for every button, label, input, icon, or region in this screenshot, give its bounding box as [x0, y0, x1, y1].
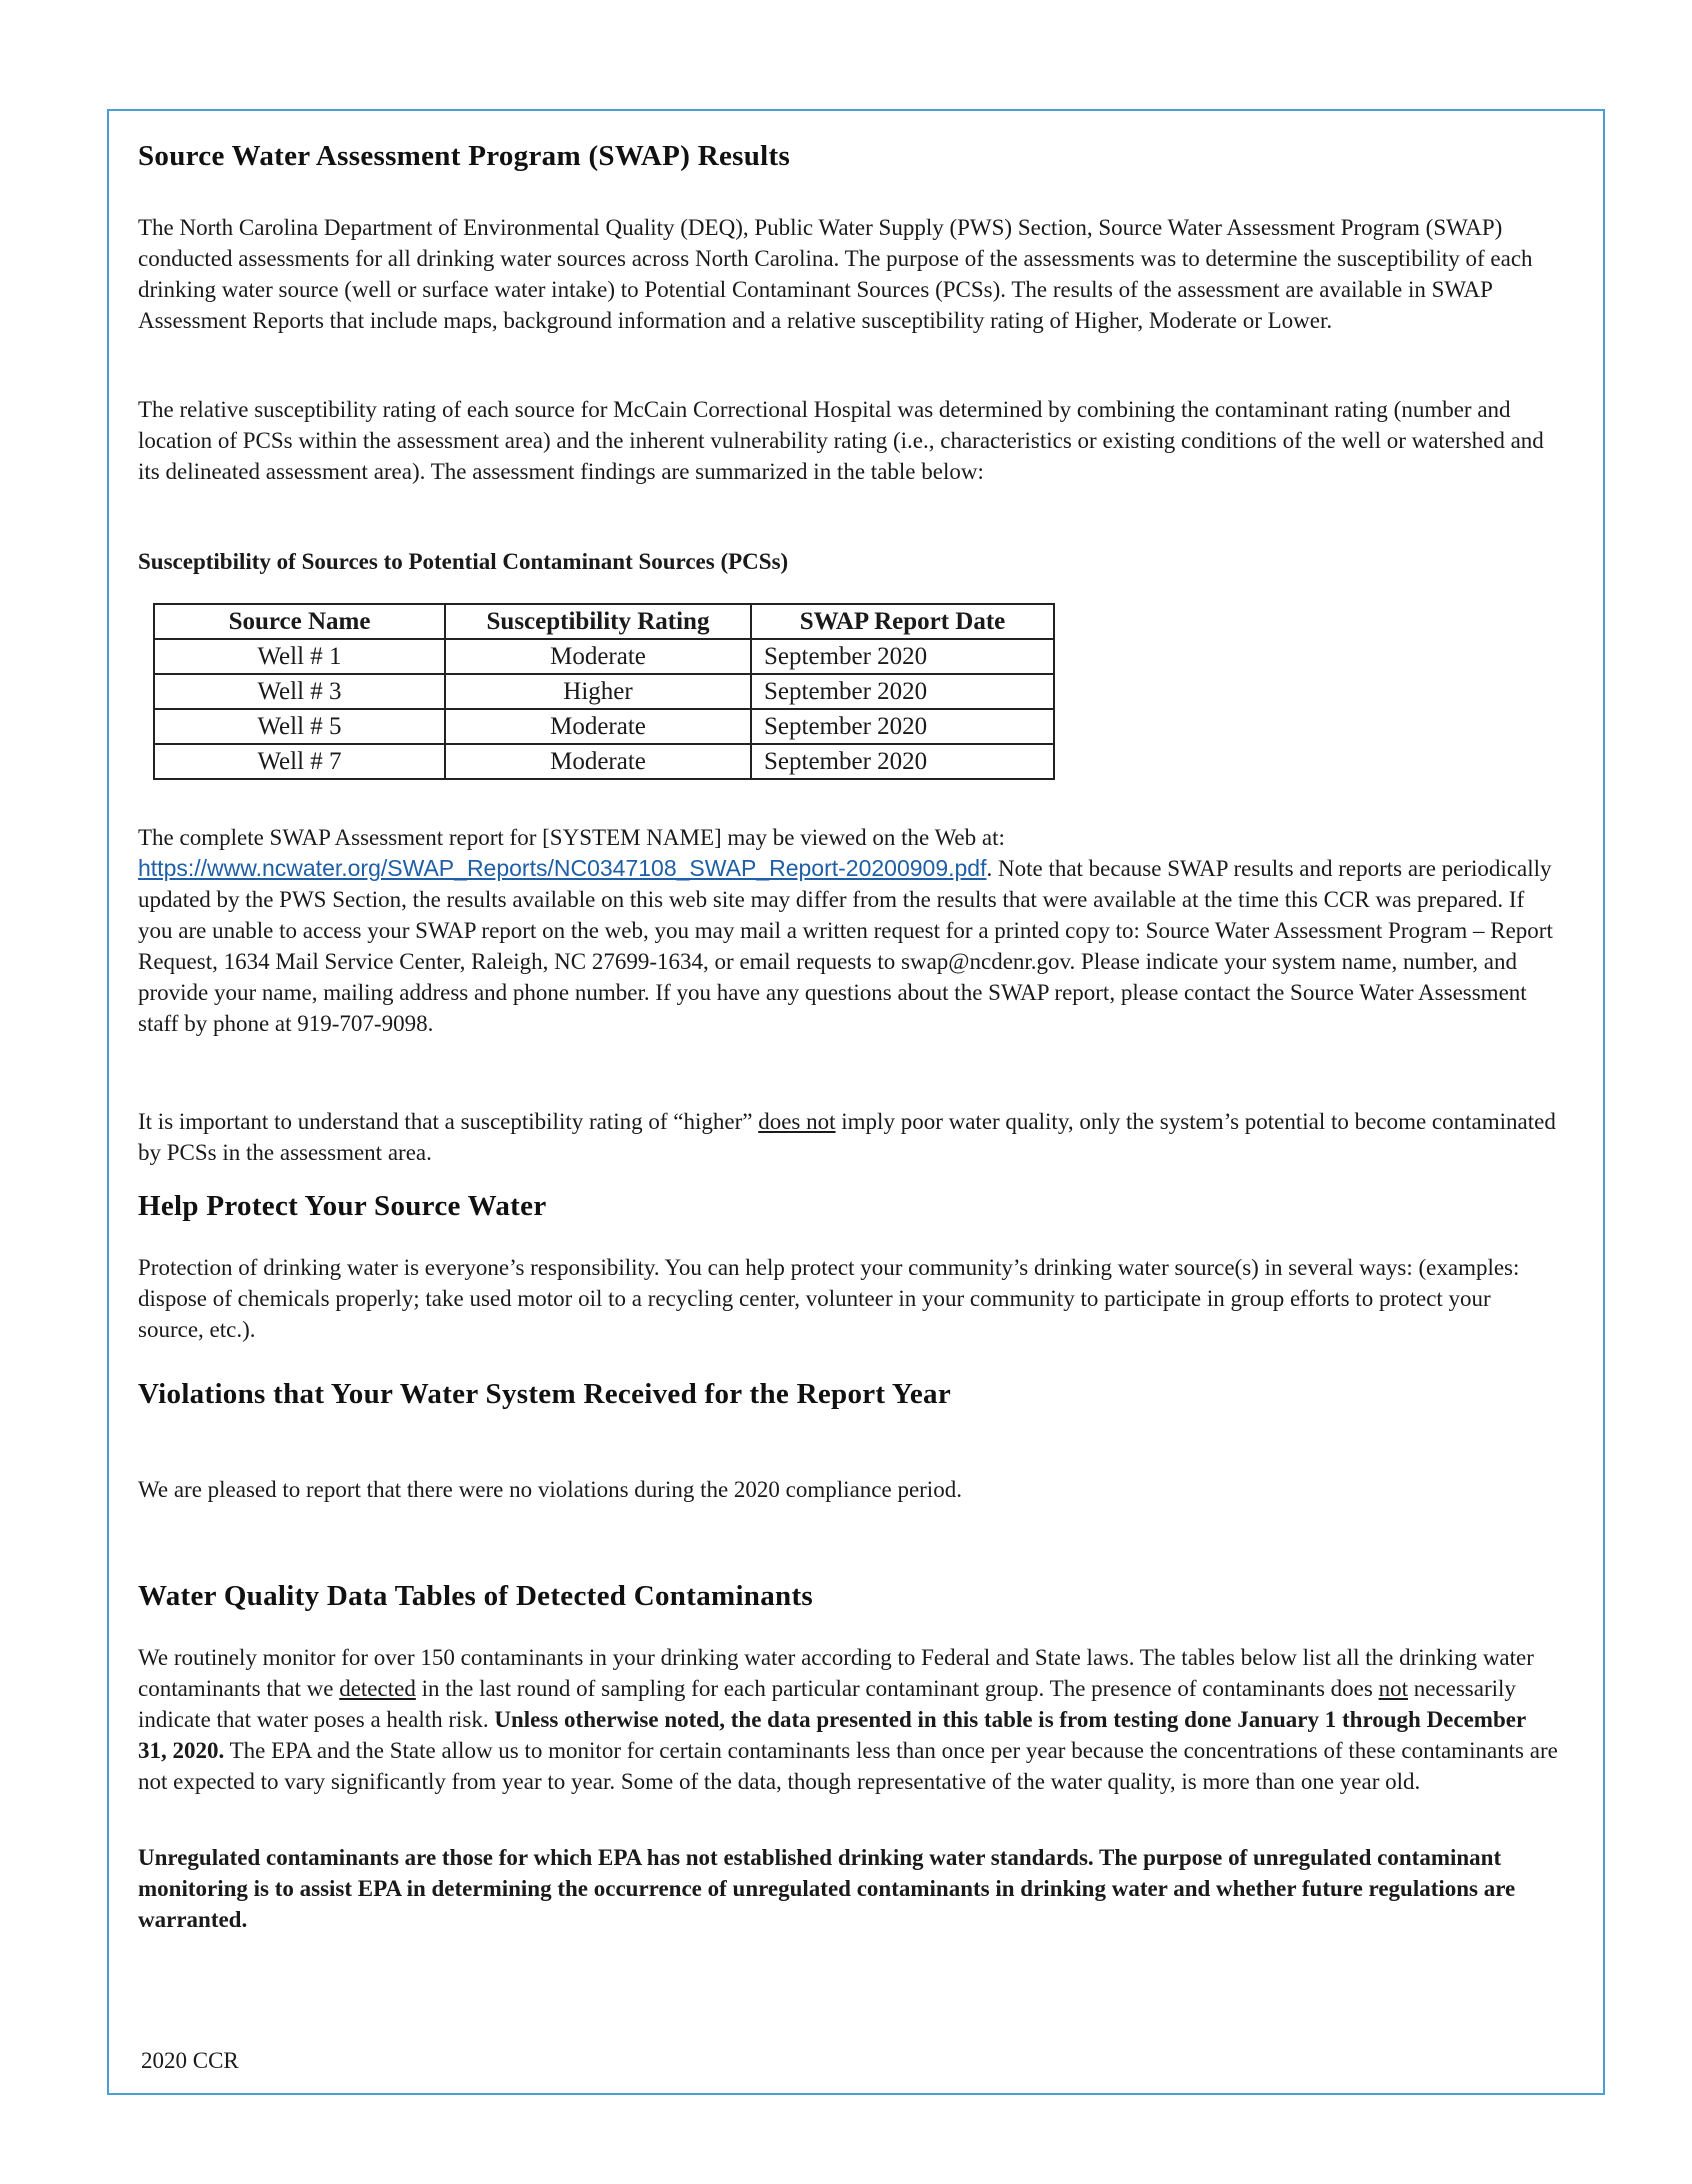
column-header: SWAP Report Date	[751, 604, 1054, 639]
does-not-underlined: does not	[758, 1109, 836, 1134]
not-underlined: not	[1378, 1676, 1408, 1701]
quality-text-d: The EPA and the State allow us to monitor for certain contaminants less than once per year because the concentrations of these contaminants are not expected to vary significantly from year to year. Some of the data, though representative of the water quality, is more than one year old.	[138, 1738, 1558, 1794]
unregulated-paragraph: Unregulated contaminants are those for which EPA has not established drinking water standards. The purpose of unregulated contaminant monitoring is to assist EPA in determining the occurrence of unregulated contaminants in drinking water and whether future regulations are warranted.	[138, 1845, 1516, 1932]
swap-heading: Source Water Assessment Program (SWAP) Results	[138, 140, 791, 172]
table-row	[154, 709, 1054, 744]
quality-heading: Water Quality Data Tables of Detected Contaminants	[138, 1580, 814, 1612]
report-date-cell: September 2020	[751, 744, 1054, 779]
swap-paragraph-1: The North Carolina Department of Environmental Quality (DEQ), Public Water Supply (PWS) Section, Source Water Assessment Program (SWAP) conducted assessments for all drinking water sources across North Carolina. The purpose of the assessments was to determine the susceptibility of each drinking water source (well or surface water intake) to Potential Contaminant Sources (PCSs). The results of the assessment are available in SWAP Assessment Reports that include maps, background information and a relative susceptibility rating of Higher, Moderate or Lower.	[138, 215, 1533, 333]
report-intro-text: The complete SWAP Assessment report for [SYSTEM NAME] may be viewed on the Web at:	[138, 825, 1005, 850]
source-name-cell: Well # 5	[154, 709, 445, 744]
quality-text-c: necessarily indicate that water poses a health risk.	[138, 1676, 1516, 1732]
testing-period-bold: Unless otherwise noted, the data presented in this table is from testing done January 1 through December 31, 2020.	[138, 1707, 1526, 1763]
report-date-cell: September 2020	[751, 709, 1054, 744]
quality-text-a: We routinely monitor for over 150 contaminants in your drinking water according to Federal and State laws. The tables below list all the drinking water contaminants that we	[138, 1645, 1534, 1701]
report-date-cell: September 2020	[751, 639, 1054, 674]
source-name-cell: Well # 1	[154, 639, 445, 674]
swap-report-link[interactable]: https://www.ncwater.org/SWAP_Reports/NC0347108_SWAP_Report-20200909.pdf	[138, 855, 987, 881]
susceptibility-table-title: Susceptibility of Sources to Potential Contaminant Sources (PCSs)	[138, 549, 789, 574]
source-name-cell: Well # 3	[154, 674, 445, 709]
important-note-paragraph	[138, 1106, 1558, 1168]
table-row	[154, 744, 1054, 779]
page-footer: 2020 CCR	[141, 2048, 239, 2073]
quality-text-b: in the last round of sampling for each particular contaminant group. The presence of contaminants does	[415, 1676, 1379, 1701]
swap-report-paragraph	[138, 822, 1558, 1039]
swap-section	[138, 140, 1558, 173]
rating-cell: Moderate	[445, 639, 751, 674]
table-row	[154, 674, 1054, 709]
rating-cell: Moderate	[445, 709, 751, 744]
susceptibility-table	[153, 603, 1055, 780]
important-text-a: It is important to understand that a susceptibility rating of “higher”	[138, 1109, 759, 1134]
source-name-cell: Well # 7	[154, 744, 445, 779]
protect-paragraph: Protection of drinking water is everyone’s responsibility. You can help protect your community’s drinking water source(s) in several ways: (examples: dispose of chemicals properly; take used motor oil to a recycling center, volunteer in your community to participate in group efforts to protect your source, etc.).	[138, 1255, 1520, 1342]
report-details-text: . Note that because SWAP results and reports are periodically updated by the PWS Section, the results available on this web site may differ from the results that were available at the time this CCR was prepared. If you are unable to access your SWAP report on the web, you may mail a written request for a printed copy to: Source Water Assessment Program – Report Request, 1634 Mail Service Center, Raleigh, NC 27699-1634, or email requests to swap@ncdenr.gov. Please indicate your system name, number, and provide your name, mailing address and phone number. If you have any questions about the SWAP report, please contact the Source Water Assessment staff by phone at 919-707-9098.	[138, 856, 1553, 1036]
column-header: Susceptibility Rating	[445, 604, 751, 639]
important-text-b: imply poor water quality, only the system’s potential to become contaminated by PCSs in the assessment area.	[138, 1109, 1556, 1165]
table-row	[154, 639, 1054, 674]
violations-heading: Violations that Your Water System Received for the Report Year	[138, 1378, 952, 1410]
protect-heading: Help Protect Your Source Water	[138, 1190, 547, 1222]
table-header-row	[154, 604, 1054, 639]
quality-paragraph	[138, 1642, 1558, 1797]
violations-paragraph: We are pleased to report that there were no violations during the 2020 compliance period.	[138, 1477, 962, 1502]
swap-paragraph-2: The relative susceptibility rating of each source for McCain Correctional Hospital was determined by combining the contaminant rating (number and location of PCSs within the assessment area) and the inherent vulnerability rating (i.e., characteristics or existing conditions of the well or watershed and its delineated assessment area). The assessment findings are summarized in the table below:	[138, 397, 1544, 484]
column-header: Source Name	[154, 604, 445, 639]
rating-cell: Higher	[445, 674, 751, 709]
detected-underlined: detected	[339, 1676, 416, 1701]
report-date-cell: September 2020	[751, 674, 1054, 709]
rating-cell: Moderate	[445, 744, 751, 779]
